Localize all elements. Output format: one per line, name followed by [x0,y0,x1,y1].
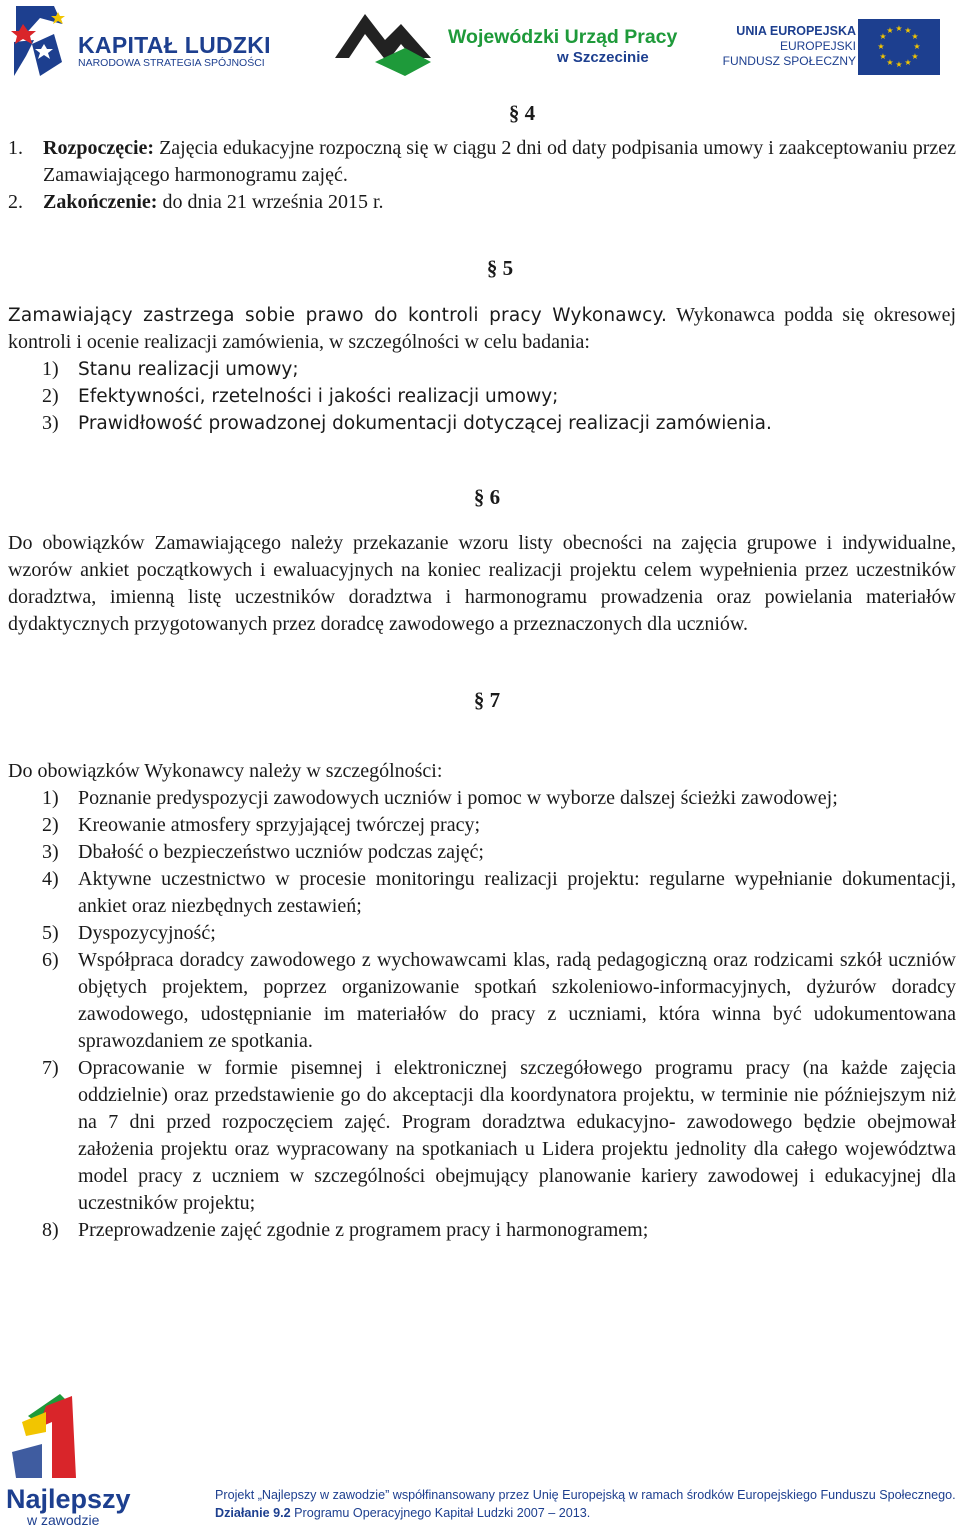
footer-program-text: Programu Operacyjnego Kapitał Ludzki 2007 – 2013. [290,1506,591,1520]
svg-text:★: ★ [886,58,894,67]
najlepszy-logo-name: Najlepszy [6,1484,131,1514]
item-number: 4) [42,868,59,890]
item-text: Efektywności, rzetelności i jakości realizacji umowy; [78,386,559,407]
eu-logo-text [723,24,856,69]
document-body [8,100,956,1244]
section-5-heading: § 5 [486,256,514,280]
item-bold-label: Zakończenie: [43,191,158,213]
section-5-intro-b: Wykonawca podda się okresowej kontroli i ocenie realizacji zamówienia, w szczególności w celu badania: [8,304,956,353]
section-5 [8,255,956,437]
eu-line-1: UNIA EUROPEJSKA [736,24,856,38]
svg-text:★: ★ [904,58,912,67]
item-text: Poznanie predyspozycji zawodowych uczniów i pomoc w wyborze dalszej ścieżki zawodowej; [78,787,838,809]
item-number: 3) [42,412,59,434]
section-7-item [8,947,956,1055]
svg-text:★: ★ [911,32,919,41]
item-text: Prawidłowość prowadzonej dokumentacji dotyczącej realizacji zamówienia. [78,413,772,434]
section-6-heading: § 6 [473,485,501,509]
item-number: 3) [42,841,59,863]
item-text: Dyspozycyjność; [78,922,216,944]
item-number: 2) [42,814,59,836]
item-number: 8) [42,1219,59,1241]
svg-text:★: ★ [913,42,921,51]
section-7-item [8,1055,956,1217]
item-number: 2) [42,385,59,407]
wup-emblem-icon [335,14,443,76]
section-7-item [8,1217,956,1244]
item-text: Przeprowadzenie zajęć zgodnie z programem pracy i harmonogramem; [78,1219,649,1241]
section-7-item [8,866,956,920]
kapital-ludzki-subtitle: NARODOWA STRATEGIA SPÓJNOŚCI [78,57,265,69]
kapital-ludzki-title: KAPITAŁ LUDZKI [78,32,271,58]
najlepszy-logo-sub: w zawodzie [27,1512,100,1528]
item-text: Zajęcia edukacyjne rozpoczną się w ciągu 2 dni od daty podpisania umowy i zaakceptowaniu przez Zamawiającego harmonogramu zajęć. [43,137,956,186]
svg-text:★: ★ [877,42,885,51]
eu-logo [722,16,950,76]
item-text: Kreowanie atmosfery sprzyjającej twórczej pracy; [78,814,481,836]
section-7-item [8,839,956,866]
svg-text:★: ★ [911,52,919,61]
svg-text:★: ★ [879,32,887,41]
section-7 [8,687,956,1244]
footer-action-label: Działanie 9.2 [215,1506,291,1520]
item-number: 2. [8,191,23,213]
item-number: 1) [42,358,59,380]
wup-szczecin-logo [335,14,678,76]
eu-flag-icon [858,19,940,75]
item-number: 7) [42,1057,59,1079]
section-6 [8,484,956,638]
svg-text:★: ★ [879,52,887,61]
item-number: 1. [8,137,23,159]
section-5-item [8,356,956,383]
page-header [0,0,960,82]
section-4-heading: § 4 [508,101,536,125]
section-5-item [8,410,956,437]
svg-text:★: ★ [886,26,894,35]
najlepszy-w-zawodzie-emblem-icon [12,1392,122,1482]
svg-text:★: ★ [895,60,903,69]
kapital-ludzki-logo [10,4,271,78]
svg-text:★: ★ [904,26,912,35]
section-7-item [8,920,956,947]
item-text: Współpraca doradcy zawodowego z wychowawcami klas, radą pedagogiczną oraz rodzicami szkół uczniów objętych projektem, poprzez organizowanie spotkań szkoleniowo-informacyjnych, dyżurów doradcy zawodowego, udostępnianie im materiałów do pracy z uczniami, która winna być udokumentowana sprawozdaniem ze spotkania. [78,949,956,1052]
item-text: do dnia 21 września 2015 r. [157,191,384,213]
item-number: 5) [42,922,59,944]
section-6-text: Do obowiązków Zamawiającego należy przekazanie wzoru listy obecności na zajęcia grupowe i indywidualne, wzorów ankiet początkowych i ewaluacyjnych na koniec realizacji projektu celem wypełnienia przez uczestników doradztwa, imienną listę uczestników doradztwa i harmonogramu prowadzenia oraz powielania materiałów dydaktycznych przygotowanych przez doradcę zawodowego a przeznaczonych dla uczniów. [8,532,956,635]
section-7-item [8,812,956,839]
section-5-item [8,383,956,410]
section-4-item [8,135,956,189]
section-5-intro-a: Zamawiający zastrzega sobie prawo do kontroli pracy Wykonawcy. [8,305,668,326]
section-7-item [8,785,956,812]
section-7-heading: § 7 [473,688,501,712]
section-4 [8,100,956,216]
wup-subtitle: w Szczecinie [557,49,649,66]
section-4-item [8,189,956,216]
item-number: 1) [42,787,59,809]
section-5-intro [8,302,956,356]
item-text: Opracowanie w formie pisemnej i elektronicznej szczegółowego programu pracy (na każde zajęcia oddzielnie) oraz przedstawienie go do akceptacji dla koordynatora projektu, w terminie nie późniejszym niż na 7 dni przed rozpoczęciem zajęć. Program doradztwa edukacyjno- zawodowego będzie obejmował założenia projektu oraz wypracowany na spotkaniach u Lidera projektu jednolity dla całego województwa model pracy z uczniem w szczególności obejmujący planowanie kariery zawodowej i edukacyjnej dla uczestników projektu; [78,1057,956,1214]
item-text: Stanu realizacji umowy; [78,359,299,380]
footer-project-line: Projekt „Najlepszy w zawodzie” współfinansowany przez Unię Europejską w ramach środków Europejskiego Funduszu Społecznego. [215,1488,956,1502]
footer-program-line [215,1506,590,1520]
section-7-intro: Do obowiązków Wykonawcy należy w szczególności: [8,760,443,782]
item-text: Aktywne uczestnictwo w procesie monitoringu realizacji projektu: regularne wypełnianie dokumentacji, ankiet oraz niezbędnych zestawień; [78,868,956,917]
item-text: Dbałość o bezpieczeństwo uczniów podczas zajęć; [78,841,484,863]
item-number: 6) [42,949,59,971]
page-footer [0,1392,960,1530]
svg-text:★: ★ [895,24,903,33]
item-bold-label: Rozpoczęcie: [43,137,155,159]
eu-line-3: FUNDUSZ SPOŁECZNY [722,54,856,68]
eu-line-2: EUROPEJSKI [779,39,856,53]
wup-title: Wojewódzki Urząd Pracy [448,26,678,48]
kapital-ludzki-emblem-icon [10,4,72,78]
